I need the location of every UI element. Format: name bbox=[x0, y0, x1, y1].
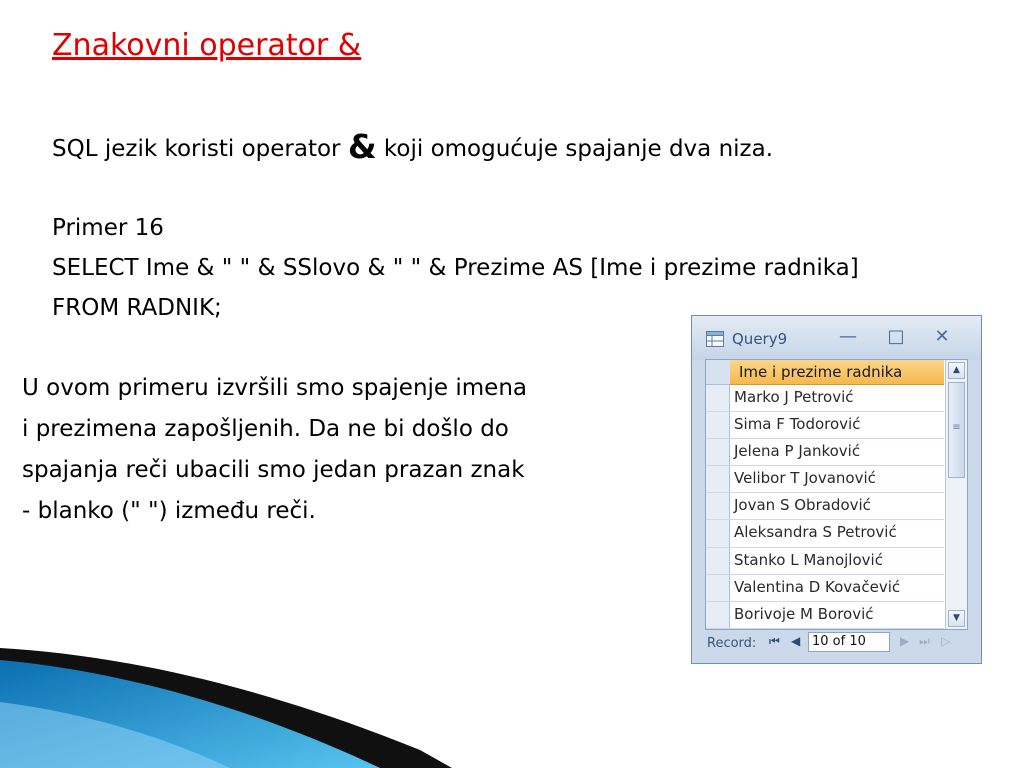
vertical-scrollbar[interactable] bbox=[945, 360, 967, 629]
table-cell[interactable]: Aleksandra S Petrović bbox=[734, 523, 897, 542]
table-cell[interactable]: Stanko L Manojlović bbox=[734, 550, 883, 569]
table-row[interactable] bbox=[706, 602, 944, 629]
table-cell[interactable]: Marko J Petrović bbox=[734, 388, 854, 406]
corner-wave-decoration bbox=[0, 640, 600, 768]
sql-line-2: FROM RADNIK; bbox=[52, 295, 222, 321]
paragraph-line: U ovom primeru izvršili smo spajenje imena bbox=[22, 375, 527, 401]
row-selector[interactable] bbox=[706, 439, 730, 465]
window-title: Query9 bbox=[732, 330, 788, 348]
table-cell[interactable]: Valentina D Kovačević bbox=[734, 577, 901, 596]
row-selector[interactable] bbox=[706, 548, 730, 574]
table-row[interactable] bbox=[706, 548, 944, 575]
table-cell[interactable]: Sima F Todorović bbox=[734, 415, 861, 434]
record-label: Record: bbox=[707, 636, 757, 651]
explanation-paragraph bbox=[22, 368, 662, 532]
slide-title: Znakovni operator & bbox=[52, 28, 362, 63]
scroll-down-icon[interactable]: ▼ bbox=[948, 610, 965, 627]
maximize-icon[interactable]: □ bbox=[887, 326, 905, 347]
example-label: Primer 16 bbox=[52, 215, 164, 241]
previous-record-icon[interactable]: ◀ bbox=[791, 634, 801, 648]
table-row[interactable] bbox=[706, 385, 944, 412]
record-number-field[interactable]: 10 of 10 bbox=[808, 632, 890, 652]
minimize-icon[interactable]: — bbox=[839, 326, 857, 347]
select-all-corner[interactable] bbox=[706, 360, 730, 385]
intro-text-before: SQL jezik koristi operator bbox=[52, 136, 348, 162]
table-cell[interactable]: Jelena P Janković bbox=[734, 442, 861, 461]
row-selector[interactable] bbox=[706, 385, 730, 411]
row-selector[interactable] bbox=[706, 466, 730, 492]
datasheet-rows bbox=[706, 385, 944, 629]
paragraph-line: spajanja reči ubacili smo jedan prazan znak bbox=[22, 457, 525, 483]
table-row[interactable] bbox=[706, 466, 944, 493]
scroll-up-icon[interactable]: ▲ bbox=[948, 362, 965, 379]
window-titlebar[interactable] bbox=[692, 316, 981, 360]
ampersand-symbol: & bbox=[347, 127, 377, 166]
query-window bbox=[691, 315, 982, 664]
scroll-thumb[interactable]: ≡ bbox=[948, 382, 965, 478]
table-row[interactable] bbox=[706, 439, 944, 466]
table-cell[interactable]: Borivoje M Borović bbox=[734, 604, 874, 623]
table-row[interactable] bbox=[706, 412, 944, 439]
row-selector[interactable] bbox=[706, 493, 730, 519]
paragraph-line: i prezimena zapošljenih. Da ne bi došlo do bbox=[22, 416, 509, 442]
table-row[interactable] bbox=[706, 493, 944, 520]
first-record-icon[interactable]: ⏮ bbox=[769, 634, 780, 648]
table-cell[interactable]: Jovan S Obradović bbox=[734, 496, 871, 515]
close-icon[interactable]: ✕ bbox=[934, 326, 950, 347]
sql-line-1: SELECT Ime & " " & SSlovo & " " & Prezime AS [Ime i prezime radnika] bbox=[52, 255, 859, 281]
table-row[interactable] bbox=[706, 575, 944, 602]
row-selector[interactable] bbox=[706, 602, 730, 628]
table-row[interactable] bbox=[706, 520, 944, 547]
datasheet-grid bbox=[705, 359, 968, 630]
row-selector[interactable] bbox=[706, 412, 730, 438]
paragraph-line: - blanko (" ") između reči. bbox=[22, 498, 316, 524]
next-record-icon[interactable]: ▶ bbox=[900, 634, 910, 648]
new-record-icon[interactable]: ▷ bbox=[941, 634, 951, 648]
query-icon bbox=[706, 331, 724, 347]
intro-line bbox=[52, 127, 773, 166]
record-navigation bbox=[705, 630, 968, 656]
row-selector[interactable] bbox=[706, 575, 730, 601]
row-selector[interactable] bbox=[706, 520, 730, 546]
table-cell[interactable]: Velibor T Jovanović bbox=[734, 469, 876, 488]
last-record-icon[interactable]: ⏭ bbox=[919, 634, 930, 648]
intro-text-after: koji omogućuje spajanje dva niza. bbox=[376, 136, 774, 162]
column-header[interactable]: Ime i prezime radnika bbox=[730, 360, 944, 385]
